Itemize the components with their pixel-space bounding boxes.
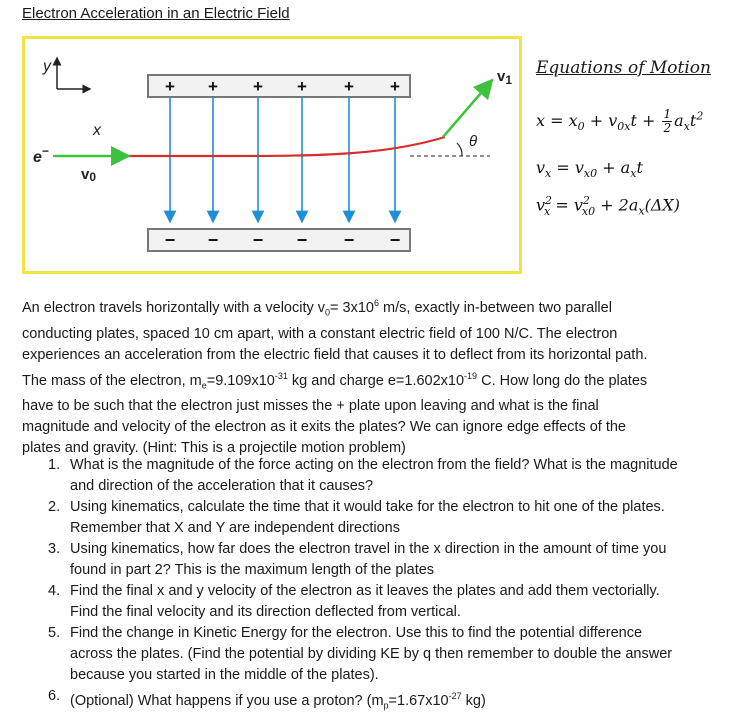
question-list xyxy=(48,455,688,717)
final-velocity-arrow xyxy=(443,86,487,137)
electron-label: e− xyxy=(33,144,49,166)
problem-paragraph: An electron travels horizontally with a velocity $v_0= 3x10^6$ m/s, exactly in-between two parallel conducting plates, spaced 10 cm apart, with a constant electric field of 100 N/C. The electron experiences an acceleration from the electric field that causes it to deflect from its horizontal path. The mass of the electron, $m_e=9.109x10^{-31}$ kg and charge $e=1.602x10^{-19}$ C. How long do the plates have to be such that the electron just misses the + plate upon leaving and what is the final magnitude and velocity of the electron as it exits the plates? We can ignore edge effects of the plates and gravity. (Hint: This is a projectile motion problem) xyxy=(22,298,648,457)
equation-velocity: $v_x = v_{x0} + a_xt$ xyxy=(536,158,643,181)
plus-sign: + xyxy=(165,77,175,96)
page-title: Electron Acceleration in an Electric Field xyxy=(22,5,290,22)
minus-sign: − xyxy=(296,230,308,250)
equation-velocity-squared: $v^2_x = v^2_{x0} + 2a_x(\Delta X)$ xyxy=(536,194,681,218)
minus-sign: − xyxy=(389,230,401,250)
list-item: 2. Using kinematics, calculate the time that it would take for the electron to hit one of the plates. Remember that X and Y are independent directions xyxy=(48,499,665,536)
list-item: 4. Find the final x and y velocity of the electron as it leaves the plates and add them vectorially. Find the final velocity and its direction deflected from vertical. xyxy=(48,583,660,620)
list-item: 6. (Optional) What happens if you use a proton? ($m_p=1.67x10^{-27}$ kg) xyxy=(48,688,486,711)
negative-plate xyxy=(148,229,410,251)
list-item: 3. Using kinematics, how far does the electron travel in the x direction in the amount of time you found in part 2? This is the maximum length of the plates xyxy=(48,541,667,578)
diagram-frame xyxy=(22,36,522,274)
list-item: 5. Find the change in Kinetic Energy for the electron. Use this to find the potential difference across the plates. (Find the potential by dividing KE by q then remember to double the answer because you started in the middle of the plates). xyxy=(48,625,673,683)
minus-sign: − xyxy=(164,230,176,250)
electric-field-diagram xyxy=(25,39,519,271)
equations-title: Equations of Motion xyxy=(536,58,711,78)
plus-sign: + xyxy=(297,77,307,96)
axis-x-label: x xyxy=(93,122,101,139)
angle-arc xyxy=(457,143,462,156)
plus-sign: + xyxy=(253,77,263,96)
list-item: 1. What is the magnitude of the force acting on the electron from the field? What is the magnitude and direction of the acceleration that it causes? xyxy=(48,457,678,494)
positive-plate xyxy=(148,75,410,97)
minus-sign: − xyxy=(207,230,219,250)
v0-label: v0 xyxy=(81,166,97,184)
plus-sign: + xyxy=(344,77,354,96)
axis-y-label: y xyxy=(43,58,51,75)
minus-sign: − xyxy=(343,230,355,250)
electron-trajectory xyxy=(125,137,445,156)
plus-sign: + xyxy=(390,77,400,96)
theta-label: θ xyxy=(469,133,478,150)
plus-sign: + xyxy=(208,77,218,96)
axes xyxy=(42,58,102,139)
v1-label: $v_1$ xyxy=(497,68,513,87)
fraction-half: $\frac{1}{2}$ xyxy=(663,107,672,135)
equation-position: $x = x_0 + v_{0x}t$ + $\frac{1}{2}$ $a_xt^2$ xyxy=(536,107,704,135)
minus-sign: − xyxy=(252,230,264,250)
